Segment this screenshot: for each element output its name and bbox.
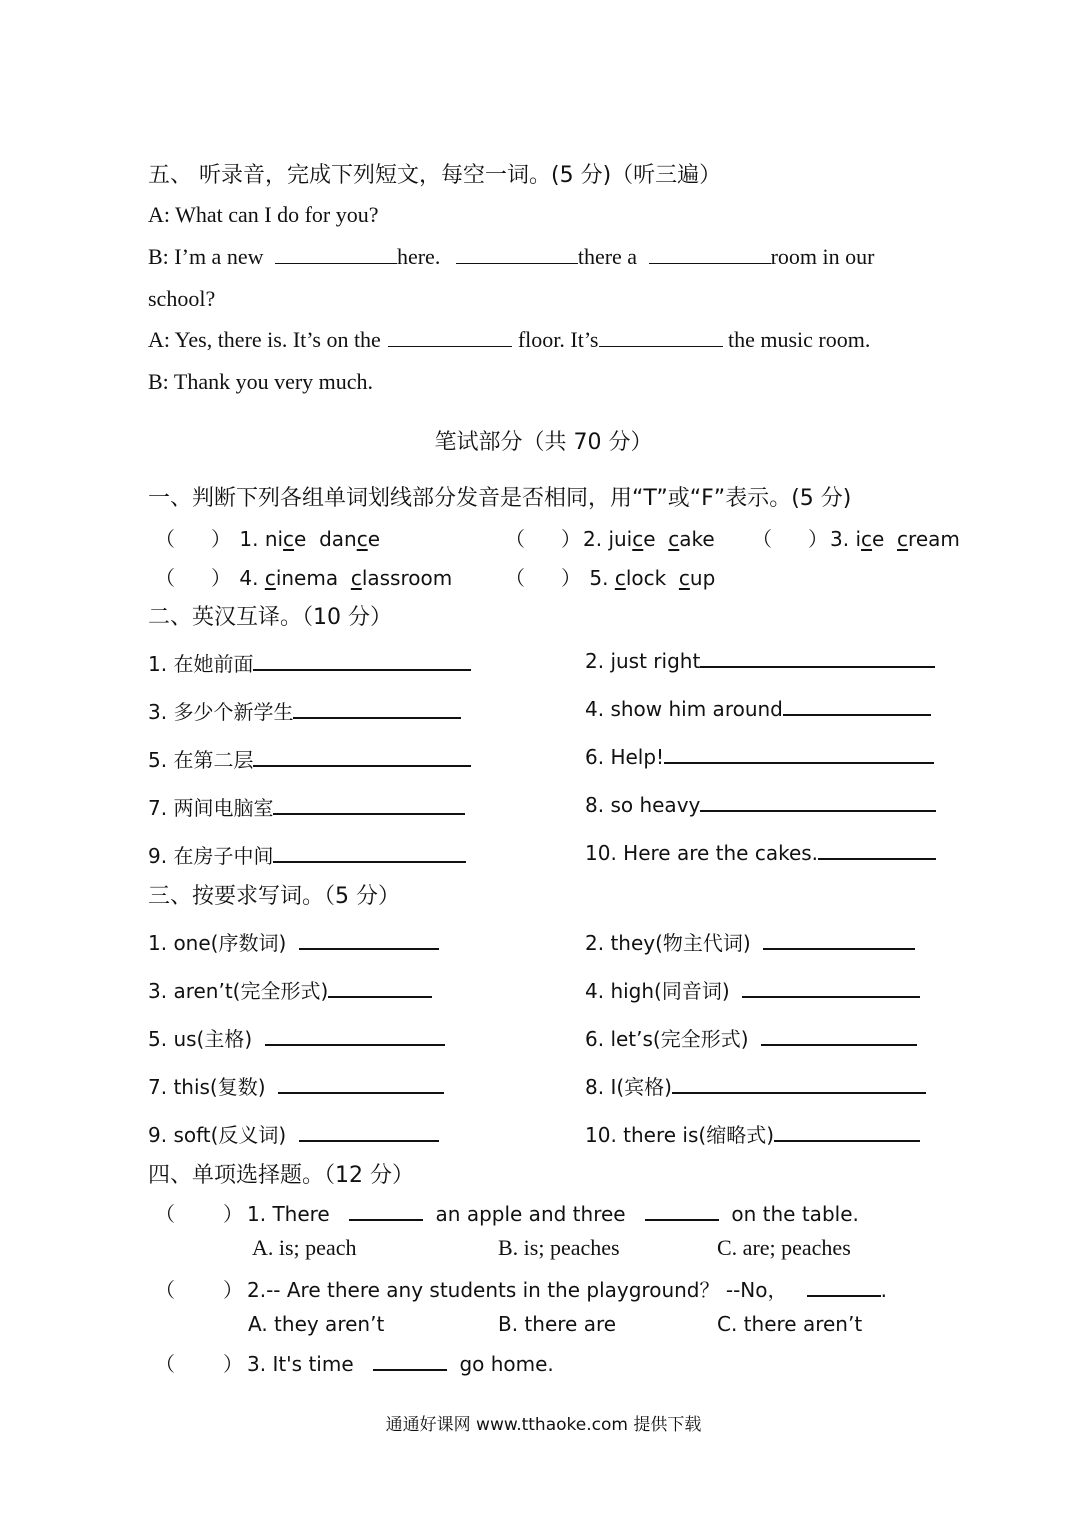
- answer-blank[interactable]: [649, 245, 771, 264]
- option-c: C. are; peaches: [717, 1235, 851, 1260]
- answer-blank[interactable]: [599, 328, 723, 347]
- listening-heading: 五、 听录音，完成下列短文，每空一词。(5 分)（听三遍）: [148, 163, 722, 188]
- answer-blank[interactable]: [700, 648, 935, 668]
- dialogue-line: school?: [148, 286, 216, 311]
- answer-blank[interactable]: [349, 1201, 423, 1221]
- section-title: 笔试部分（共 70 分）: [434, 430, 653, 455]
- choice-question: （ ） 1. There an apple and three on the table.: [155, 1198, 859, 1227]
- word-item: 7. this(复数): [148, 1071, 444, 1100]
- choice-heading: 四、单项选择题。（12 分）: [148, 1163, 414, 1188]
- phonics-item: （ ） 3. ice cream: [752, 523, 960, 552]
- answer-blank[interactable]: [278, 1074, 444, 1094]
- answer-blank[interactable]: [265, 1026, 445, 1046]
- translate-item: 9. 在房子中间: [148, 840, 466, 869]
- answer-blank[interactable]: [275, 245, 397, 264]
- translate-item: 7. 两间电脑室: [148, 792, 465, 821]
- dialogue-line: A: What can I do for you?: [148, 202, 379, 227]
- answer-paren[interactable]: （ ）: [155, 566, 231, 590]
- answer-paren[interactable]: （ ）: [155, 1278, 243, 1302]
- answer-blank[interactable]: [253, 747, 471, 767]
- word-item: 2. they(物主代词): [585, 927, 915, 956]
- phonics-item: （ ） 1. nice dance: [155, 523, 380, 552]
- word-item: 4. high(同音词): [585, 975, 920, 1004]
- answer-blank[interactable]: [742, 978, 920, 998]
- translate-item: 4. show him around: [585, 696, 931, 721]
- dialogue-line: B: I’m a new here. there a room in our: [148, 244, 875, 269]
- answer-blank[interactable]: [253, 651, 471, 671]
- dialogue-line: B: Thank you very much.: [148, 369, 374, 394]
- answer-paren[interactable]: （ ）: [155, 1202, 243, 1226]
- dialogue-line: A: Yes, there is. It’s on the floor. It’s the music room.: [148, 327, 871, 352]
- answer-blank[interactable]: [783, 696, 931, 716]
- choice-question: （ ） 3. It's time go home.: [155, 1348, 554, 1377]
- word-item: 3. aren’t(完全形式): [148, 975, 432, 1004]
- word-item: 10. there is(缩略式): [585, 1119, 920, 1148]
- answer-blank[interactable]: [645, 1201, 719, 1221]
- answer-paren[interactable]: （ ）: [505, 566, 581, 590]
- option-b: B. there are: [498, 1312, 617, 1336]
- phonics-item: （ ） 2. juice cake: [505, 523, 715, 552]
- answer-blank[interactable]: [774, 1122, 920, 1142]
- word-item: 9. soft(反义词): [148, 1119, 439, 1148]
- option-c: C. there aren’t: [717, 1312, 863, 1336]
- answer-blank[interactable]: [293, 699, 461, 719]
- answer-blank[interactable]: [273, 843, 466, 863]
- word-item: 5. us(主格): [148, 1023, 445, 1052]
- answer-blank[interactable]: [700, 792, 936, 812]
- phonics-heading: 一、判断下列各组单词划线部分发音是否相同，用“T”或“F”表示。(5 分): [148, 486, 852, 511]
- translate-item: 3. 多少个新学生: [148, 696, 461, 725]
- answer-blank[interactable]: [328, 978, 432, 998]
- answer-blank[interactable]: [273, 795, 465, 815]
- answer-blank[interactable]: [299, 1122, 439, 1142]
- option-a: A. is; peach: [252, 1235, 357, 1260]
- word-item: 6. let’s(完全形式): [585, 1023, 917, 1052]
- answer-blank[interactable]: [299, 930, 439, 950]
- answer-paren[interactable]: （ ）: [505, 527, 581, 551]
- phonics-item: （ ） 4. cinema classroom: [155, 562, 452, 591]
- word-item: 1. one(序数词): [148, 927, 439, 956]
- choice-question: （ ） 2.-- Are there any students in the playground？ --No， .: [155, 1274, 887, 1303]
- option-a: A. they aren’t: [248, 1312, 385, 1336]
- answer-blank[interactable]: [672, 1074, 926, 1094]
- answer-blank[interactable]: [456, 245, 578, 264]
- answer-blank[interactable]: [761, 1026, 917, 1046]
- translate-item: 1. 在她前面: [148, 648, 471, 677]
- answer-paren[interactable]: （ ）: [155, 527, 231, 551]
- translate-item: 10. Here are the cakes.: [585, 840, 936, 865]
- words-heading: 三、按要求写词。（5 分）: [148, 884, 400, 909]
- phonics-item: （ ） 5. clock cup: [505, 562, 715, 591]
- answer-blank[interactable]: [763, 930, 915, 950]
- answer-blank[interactable]: [388, 328, 512, 347]
- answer-blank[interactable]: [818, 840, 936, 860]
- answer-paren[interactable]: （ ）: [752, 527, 828, 551]
- answer-paren[interactable]: （ ）: [155, 1352, 243, 1376]
- answer-blank[interactable]: [664, 744, 934, 764]
- translate-item: 6. Help!: [585, 744, 934, 769]
- answer-blank[interactable]: [807, 1277, 881, 1297]
- translate-item: 8. so heavy: [585, 792, 936, 817]
- translate-item: 2. just right: [585, 648, 935, 673]
- word-item: 8. I(宾格): [585, 1071, 926, 1100]
- footer-credit: 通通好课网 www.tthaoke.com 提供下载: [385, 1415, 702, 1435]
- answer-blank[interactable]: [373, 1351, 447, 1371]
- translate-item: 5. 在第二层: [148, 744, 471, 773]
- option-b: B. is; peaches: [498, 1235, 620, 1260]
- translate-heading: 二、英汉互译。（10 分）: [148, 605, 392, 630]
